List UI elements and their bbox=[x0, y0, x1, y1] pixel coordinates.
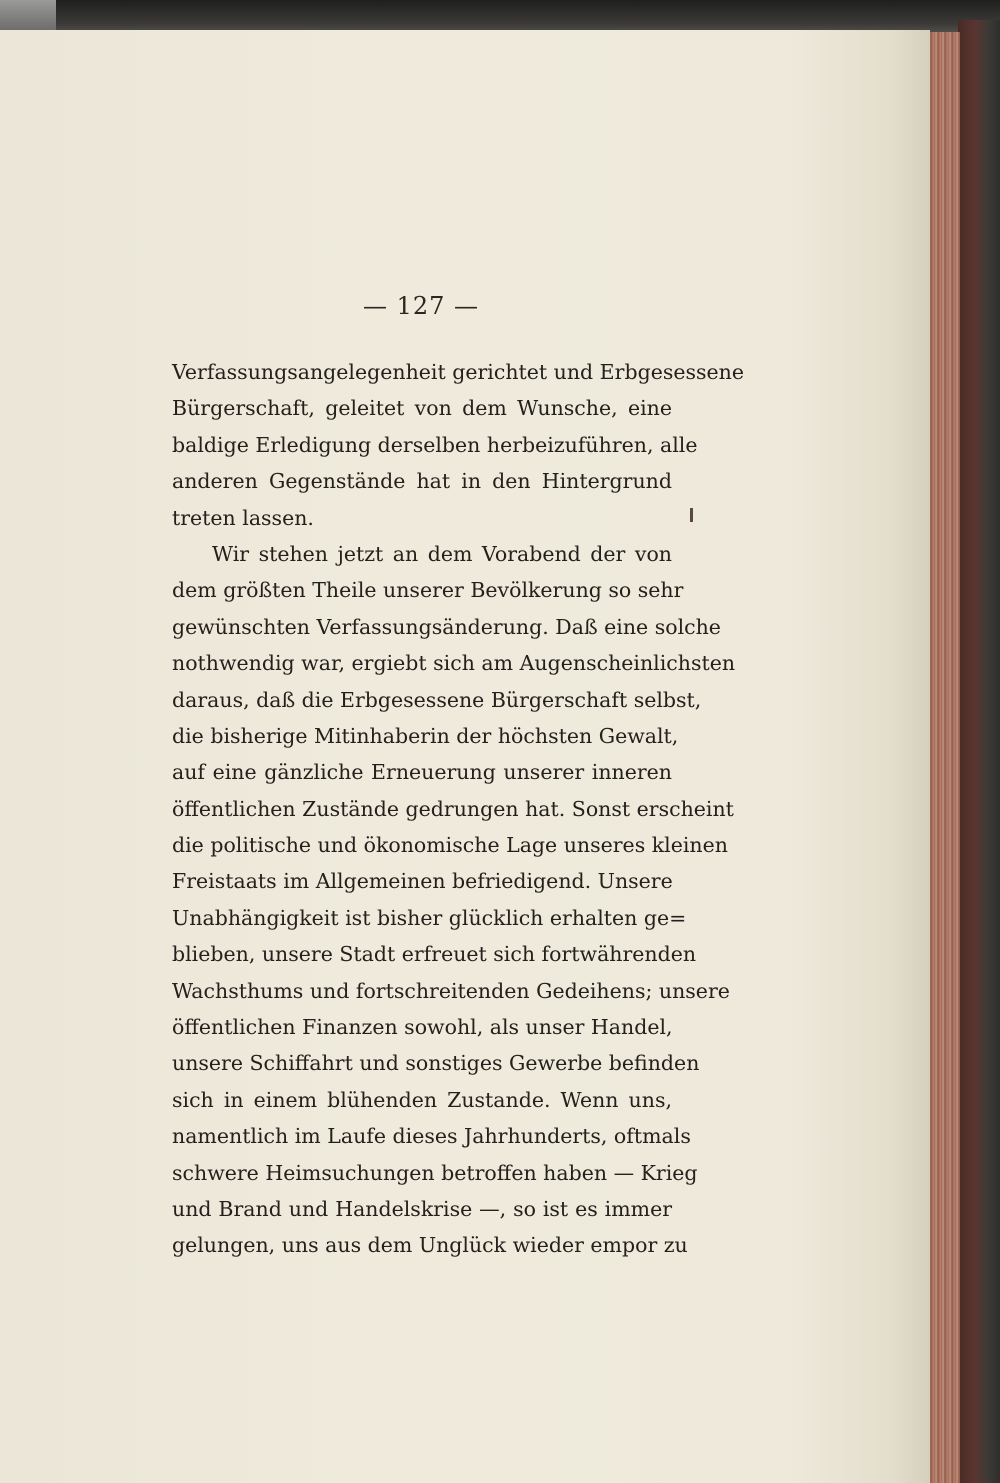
text-line: nothwendig war, ergiebt sich am Augenscheinlichsten bbox=[172, 651, 736, 676]
text-line: sich in einem blühenden Zustande. Wenn uns, bbox=[172, 1087, 672, 1112]
text-line: blieben, unsere Stadt erfreuet sich fortwährenden bbox=[172, 942, 697, 967]
text-line: daraus, daß die Erbgesessene Bürgerschaft selbst, bbox=[172, 687, 702, 712]
text-line: Verfassungsangelegenheit gerichtet und Erbgesessene bbox=[172, 360, 744, 384]
text-line: treten lassen. bbox=[172, 505, 314, 530]
text-line: baldige Erledigung derselben herbeizuführen, alle bbox=[172, 432, 698, 457]
text-line: namentlich im Laufe dieses Jahrhunderts, oftmals bbox=[172, 1124, 691, 1149]
scanner-top-edge bbox=[0, 0, 1000, 34]
body-text bbox=[172, 354, 744, 1264]
text-line: öffentlichen Zustände gedrungen hat. Sonst erscheint bbox=[172, 796, 734, 821]
book-cover-edge bbox=[958, 20, 1000, 1483]
text-line: Bürgerschaft, geleitet von dem Wunsche, eine bbox=[172, 396, 672, 421]
book-page bbox=[0, 30, 930, 1483]
text-line: Freistaats im Allgemeinen befriedigend. Unsere bbox=[172, 869, 673, 894]
text-line: dem größten Theile unserer Bevölkerung so sehr bbox=[172, 578, 684, 603]
page-number: — 127 — bbox=[362, 292, 480, 320]
text-line: anderen Gegenstände hat in den Hintergrund bbox=[172, 469, 672, 494]
text-line: öffentlichen Finanzen sowohl, als unser Handel, bbox=[172, 1015, 673, 1040]
ink-mark bbox=[690, 508, 693, 522]
text-line: Unabhängigkeit ist bisher glücklich erhalten ge= bbox=[172, 905, 687, 930]
text-line: gewünschten Verfassungsänderung. Daß eine solche bbox=[172, 614, 721, 639]
text-line: die bisherige Mitinhaberin der höchsten Gewalt, bbox=[172, 723, 679, 748]
text-line: unsere Schiffahrt und sonstiges Gewerbe befinden bbox=[172, 1051, 700, 1076]
text-line: gelungen, uns aus dem Unglück wieder empor zu bbox=[172, 1233, 688, 1258]
text-line: auf eine gänzliche Erneuerung unserer inneren bbox=[172, 760, 672, 785]
text-line: Wachsthums und fortschreitenden Gedeihens; unsere bbox=[172, 978, 730, 1003]
page-stack-edge bbox=[926, 32, 960, 1483]
text-line: die politische und ökonomische Lage unseres kleinen bbox=[172, 833, 728, 858]
text-line: schwere Heimsuchungen betroffen haben — Krieg bbox=[172, 1160, 698, 1185]
text-line: Wir stehen jetzt an dem Vorabend der von bbox=[212, 541, 672, 566]
scanner-tab bbox=[0, 0, 56, 30]
text-line: und Brand und Handelskrise —, so ist es immer bbox=[172, 1196, 672, 1221]
